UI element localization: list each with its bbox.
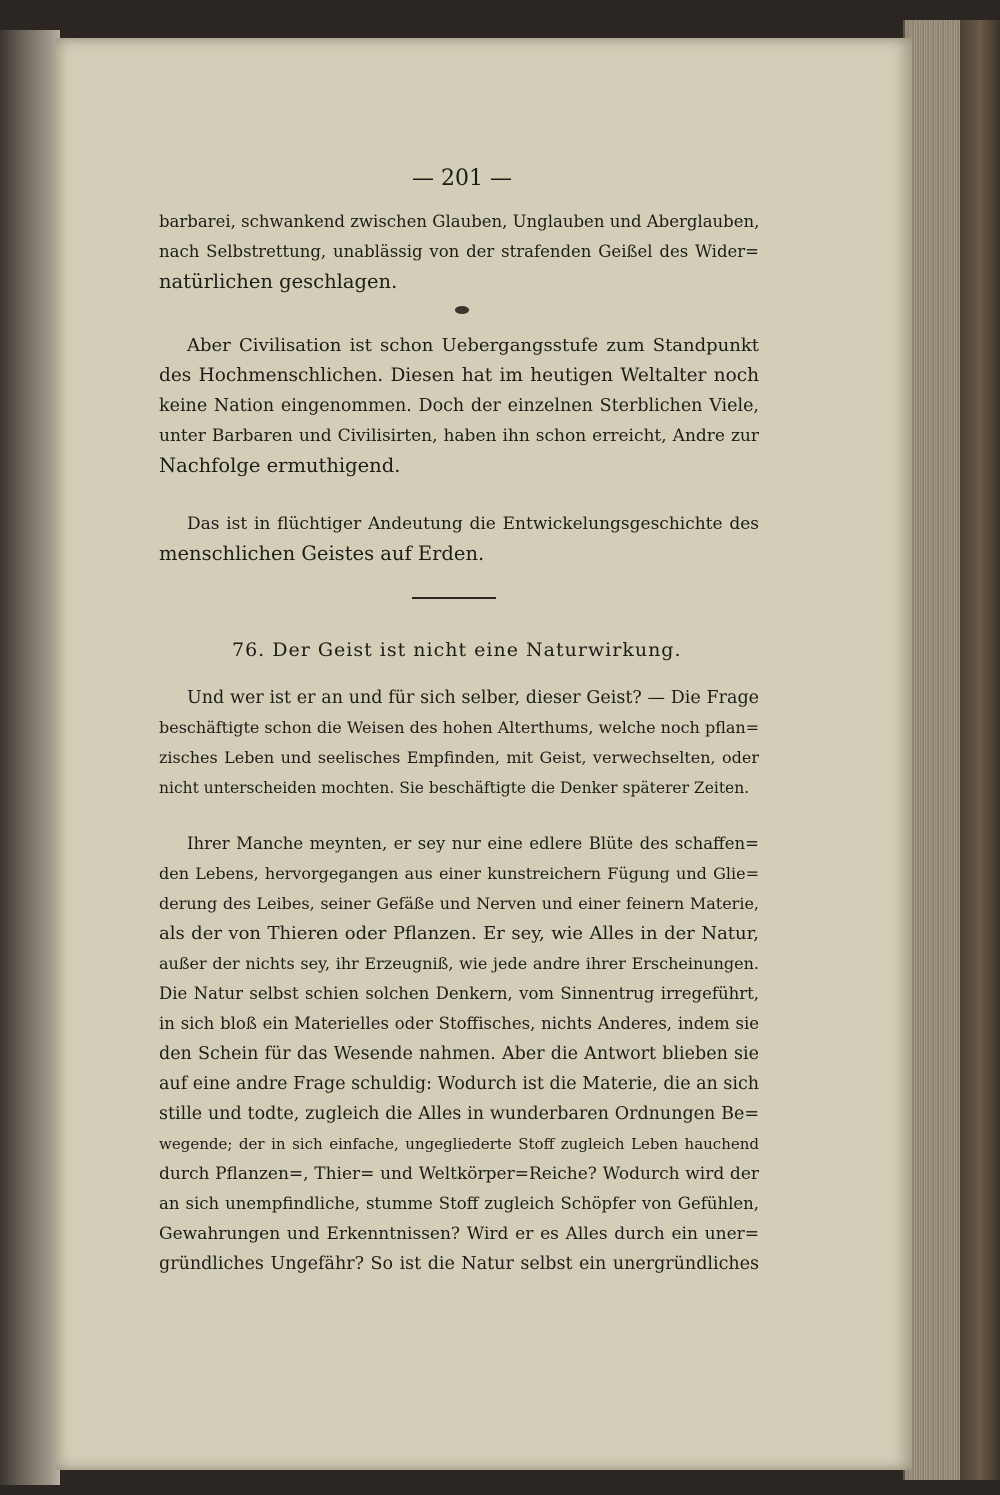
text-line: gründliches Ungefähr? So ist die Natur selbst ein unergründliches — [159, 1254, 759, 1274]
text-line: Nachfolge ermuthigend. — [159, 454, 401, 477]
text-line: an sich unempfindliche, stumme Stoff zugleich Schöpfer von Gefühlen, — [159, 1194, 759, 1213]
text-line: des Hochmenschlichen. Diesen hat im heutigen Weltalter noch — [159, 365, 759, 386]
section-divider — [412, 597, 496, 599]
text-line: auf eine andre Frage schuldig: Wodurch ist die Materie, die an sich — [159, 1074, 760, 1094]
text-line: zisches Leben und seelisches Empfinden, mit Geist, verwechselten, oder — [159, 748, 759, 767]
book-cover-edge — [960, 20, 1000, 1480]
text-line: den Schein für das Wesende nahmen. Aber die Antwort blieben sie — [159, 1044, 759, 1064]
text-line: Und wer ist er an und für sich selber, dieser Geist? — Die Frage — [187, 688, 759, 708]
text-line: den Lebens, hervorgegangen aus einer kunstreichern Fügung und Glie= — [159, 864, 759, 883]
text-line: Das ist in flüchtiger Andeutung die Entwickelungsgeschichte des — [187, 514, 759, 534]
text-line: als der von Thieren oder Pflanzen. Er sey, wie Alles in der Natur, — [159, 923, 759, 944]
ornament-mark — [455, 306, 469, 314]
text-line: natürlichen geschlagen. — [159, 270, 398, 293]
text-line: barbarei, schwankend zwischen Glauben, Unglauben und Aberglauben, — [159, 212, 760, 231]
section-heading: 76. Der Geist ist nicht eine Naturwirkung. — [232, 639, 682, 661]
text-line: außer der nichts sey, ihr Erzeugniß, wie jede andre ihrer Erscheinungen. — [159, 954, 759, 973]
text-line: menschlichen Geistes auf Erden. — [159, 542, 485, 565]
text-line: Aber Civilisation ist schon Uebergangsstufe zum Standpunkt — [187, 335, 759, 356]
text-line: nach Selbstrettung, unablässig von der strafenden Geißel des Wider= — [159, 242, 759, 261]
text-line: in sich bloß ein Materielles oder Stoffisches, nichts Anderes, indem sie — [159, 1014, 759, 1033]
text-line: derung des Leibes, seiner Gefäße und Nerven und einer feinern Materie, — [159, 894, 759, 913]
text-line: nicht unterscheiden mochten. Sie beschäftigte die Denker späterer Zeiten. — [159, 779, 750, 797]
text-line: Die Natur selbst schien solchen Denkern, vom Sinnentrug irregeführt, — [159, 984, 759, 1003]
text-line: keine Nation eingenommen. Doch der einzelnen Sterblichen Viele, — [159, 396, 759, 416]
text-line: beschäftigte schon die Weisen des hohen Alterthums, welche noch pflan= — [159, 718, 760, 737]
page-number: — 201 — — [412, 166, 512, 191]
text-line: durch Pflanzen=, Thier= und Weltkörper=Reiche? Wodurch wird der — [159, 1164, 759, 1184]
text-line: unter Barbaren und Civilisirten, haben ihn schon erreicht, Andre zur — [159, 426, 759, 446]
text-line: Gewahrungen und Erkenntnissen? Wird er es Alles durch ein uner= — [159, 1224, 759, 1244]
book-spine-left — [0, 30, 60, 1485]
text-line: stille und todte, zugleich die Alles in wunderbaren Ordnungen Be= — [159, 1104, 759, 1124]
text-line: wegende; der in sich einfache, ungegliederte Stoff zugleich Leben hauchend — [159, 1135, 759, 1153]
text-line: Ihrer Manche meynten, er sey nur eine edlere Blüte des schaffen= — [187, 834, 759, 853]
